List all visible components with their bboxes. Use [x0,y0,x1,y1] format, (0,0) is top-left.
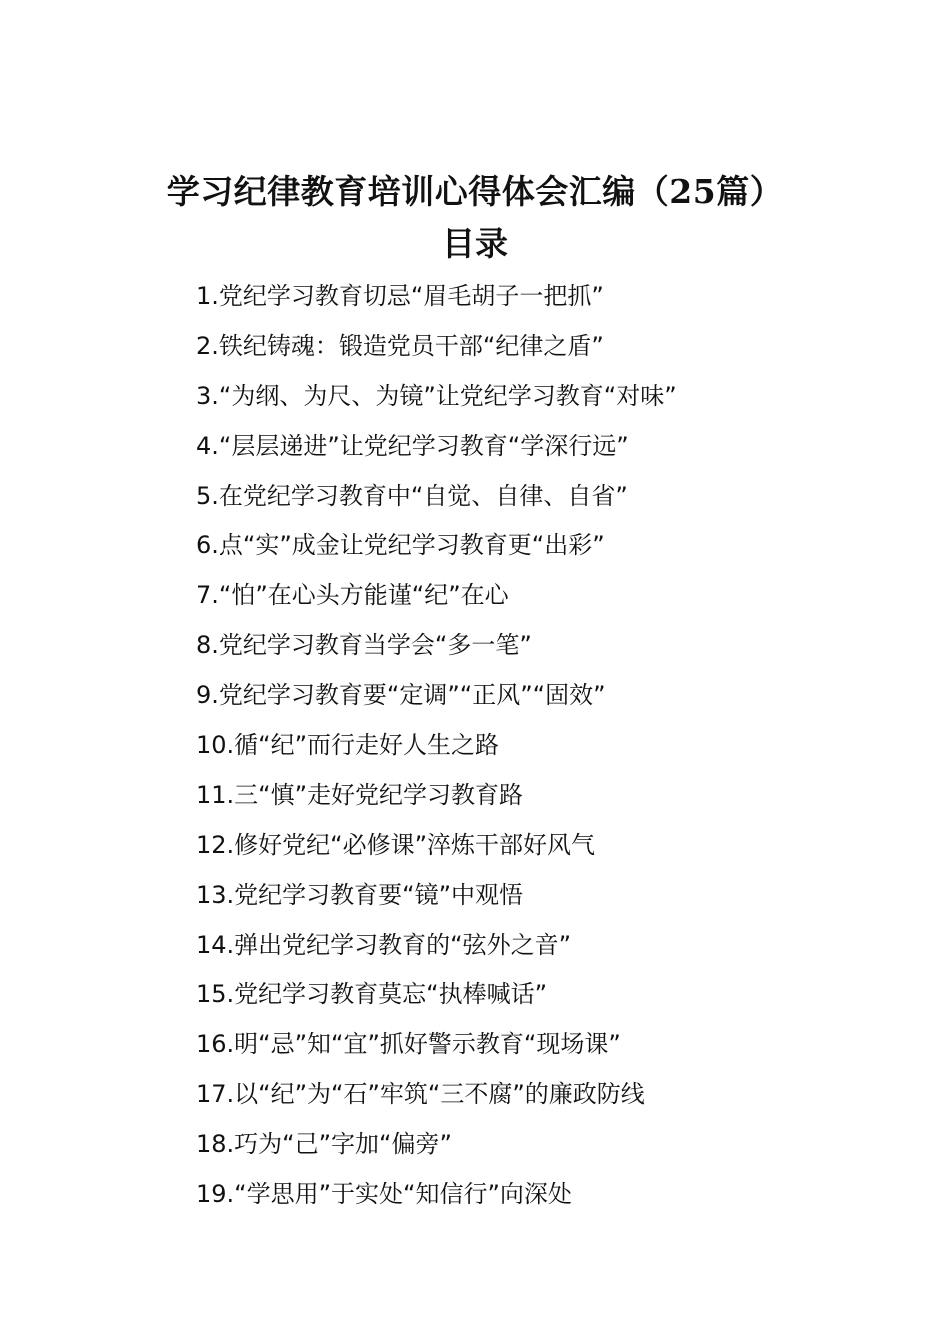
document-title: 学习纪律教育培训心得体会汇编（25篇） [166,172,784,211]
toc-item: 4.“层层递进”让党纪学习教育“学深行远” [196,431,629,460]
toc-item: 16.明“忌”知“宜”抓好警示教育“现场课” [196,1030,621,1059]
toc-item: 13.党纪学习教育要“镜”中观悟 [196,880,524,909]
toc-item: 11.三“慎”走好党纪学习教育路 [196,780,524,809]
toc-item: 12.修好党纪“必修课”淬炼干部好风气 [196,830,596,859]
toc-item: 2.铁纪铸魂：锻造党员干部“纪律之盾” [196,331,604,360]
toc-item: 7.“怕”在心头方能谨“纪”在心 [196,581,509,610]
toc-item: 3.“为纲、为尺、为镜”让党纪学习教育“对味” [196,381,677,410]
table-of-contents [196,276,896,1224]
toc-item: 8.党纪学习教育当学会“多一笔” [196,631,532,660]
toc-item: 17.以“纪”为“石”牢筑“三不腐”的廉政防线 [196,1080,645,1109]
toc-item: 15.党纪学习教育莫忘“执棒喊话” [196,980,548,1009]
toc-item: 5.在党纪学习教育中“自觉、自律、自省” [196,481,628,510]
toc-item: 18.巧为“己”字加“偏旁” [196,1130,452,1159]
toc-item: 6.点“实”成金让党纪学习教育更“出彩” [196,531,605,560]
toc-item: 9.党纪学习教育要“定调”“正风”“固效” [196,681,606,710]
toc-item: 10.循“纪”而行走好人生之路 [196,731,500,760]
toc-item: 14.弹出党纪学习教育的“弦外之音” [196,930,572,959]
toc-item: 1.党纪学习教育切忌“眉毛胡子一把抓” [196,282,604,310]
toc-item: 19.“学思用”于实处“知信行”向深处 [196,1180,572,1209]
toc-heading: 目录 [442,224,508,263]
